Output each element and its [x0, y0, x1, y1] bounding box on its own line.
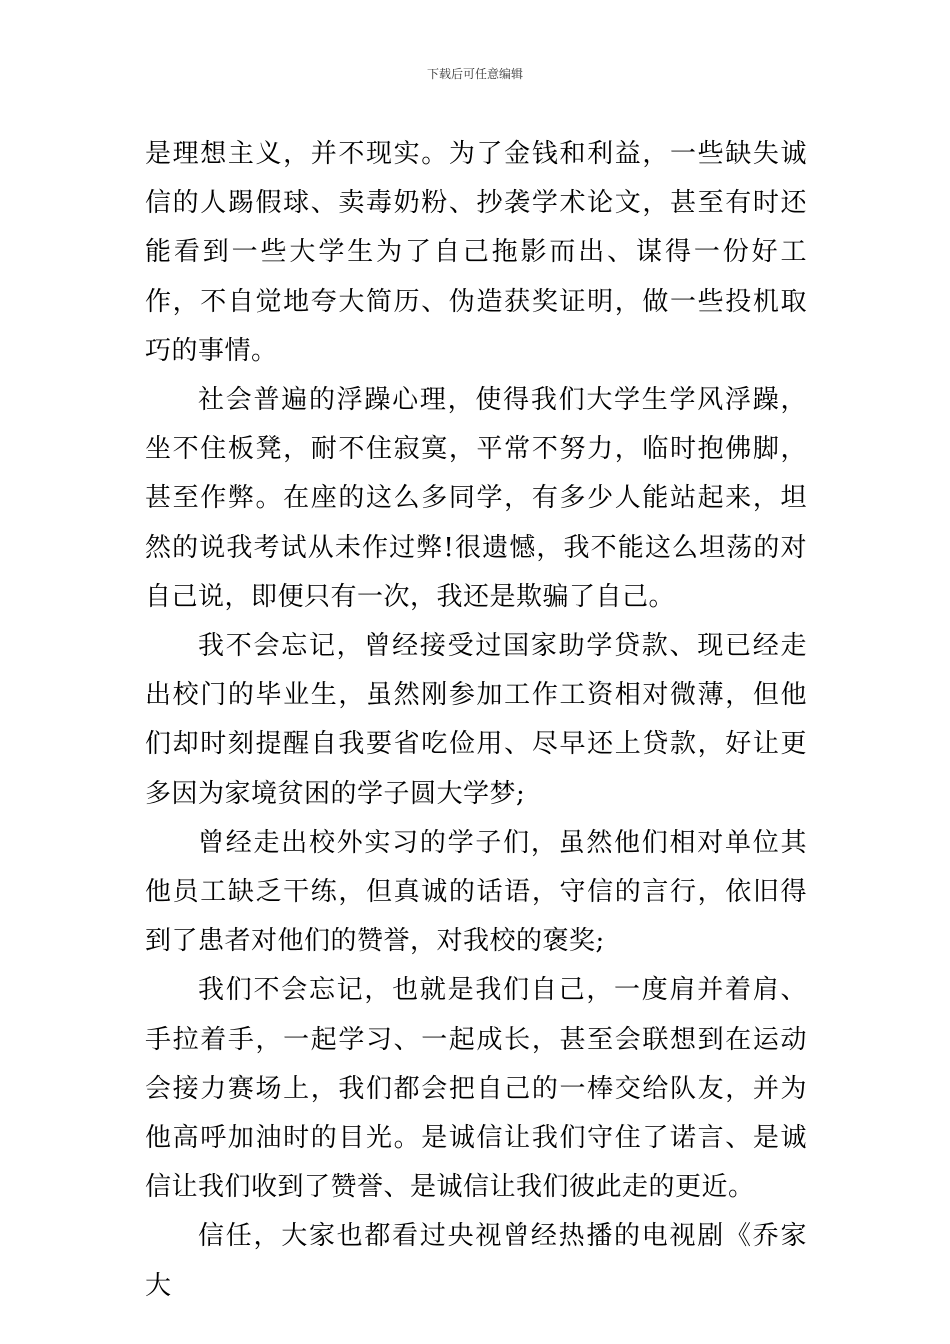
paragraph-3: 我不会忘记，曾经接受过国家助学贷款、现已经走出校门的毕业生，虽然刚参加工作工资相对微薄，但他们却时刻提醒自我要省吃俭用、尽早还上贷款，好让更多因为家境贫困的学子圆大学梦;	[145, 631, 807, 809]
paragraph-5: 我们不会忘记，也就是我们自己，一度肩并着肩、手拉着手，一起学习、一起成长，甚至会联想到在运动会接力赛场上，我们都会把自己的一棒交给队友，并为他高呼加油时的目光。是诚信让我们守住了诺言、是诚信让我们收到了赞誉、是诚信让我们彼此走的更近。	[145, 975, 807, 1203]
paragraph-1: 是理想主义，并不现实。为了金钱和利益，一些缺失诚信的人踢假球、卖毒奶粉、抄袭学术论文，甚至有时还能看到一些大学生为了自己拖影而出、谋得一份好工作，不自觉地夸大简历、伪造获奖证明，做一些投机取巧的事情。	[145, 139, 807, 366]
document-body	[145, 130, 807, 1311]
paragraph-4: 曾经走出校外实习的学子们，虽然他们相对单位其他员工缺乏干练，但真诚的话语，守信的言行，依旧得到了患者对他们的赞誉，对我校的褒奖;	[145, 827, 807, 957]
paragraph-2: 社会普遍的浮躁心理，使得我们大学生学风浮躁，坐不住板凳，耐不住寂寞，平常不努力，临时抱佛脚，甚至作弊。在座的这么多同学，有多少人能站起来，坦然的说我考试从未作过弊!很遗憾，我不能这么坦荡的对自己说，即便只有一次，我还是欺骗了自己。	[145, 385, 807, 612]
paragraph-6: 信任，大家也都看过央视曾经热播的电视剧《乔家大	[145, 1221, 807, 1301]
page-header: 下载后可任意编辑	[426, 67, 523, 81]
